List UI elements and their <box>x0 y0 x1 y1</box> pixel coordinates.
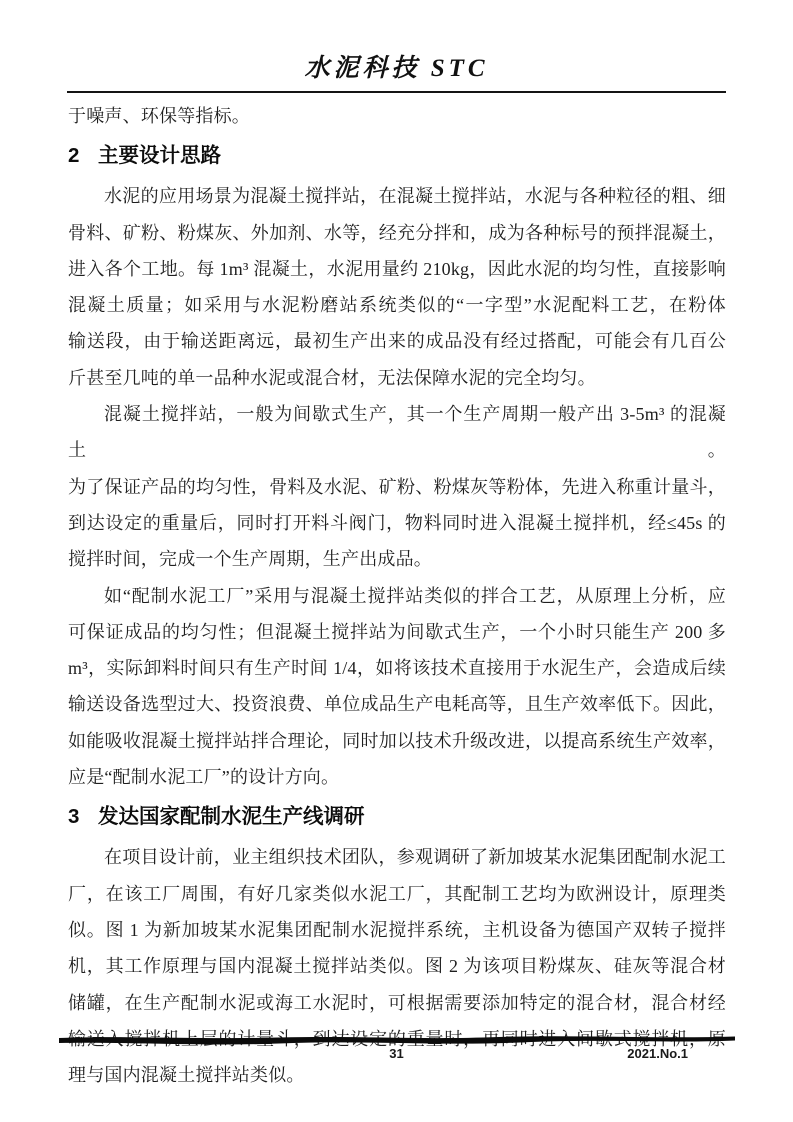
text-line: 斤甚至几吨的单一品种水泥或混合材，无法保障水泥的完全均匀。 <box>68 367 596 388</box>
text-line: 在项目设计前，业主组织技术团队，参观调研了新加坡某水泥集团配制水泥工 <box>104 847 726 868</box>
section-heading <box>68 802 726 832</box>
text-line: m³，实际卸料时间只有生产时间 1/4，如将该技术直接用于水泥生产，会造成后续 <box>68 658 726 679</box>
text-line: 理与国内混凝土搅拌站类似。 <box>68 1065 305 1086</box>
page-header <box>0 0 793 93</box>
text-line: 到达设定的重量后，同时打开料斗阀门，物料同时进入混凝土搅拌机，经≤45s 的 <box>68 512 726 533</box>
issue-label: 2021.No.1 <box>627 1046 688 1061</box>
text-line: 混凝土质量；如采用与水泥粉磨站系统类似的“一字型”水泥配料工艺，在粉体 <box>68 295 726 316</box>
header-divider <box>67 91 726 93</box>
text-line: 应是“配制水泥工厂”的设计方向。 <box>68 767 340 788</box>
text-line: 骨料、矿粉、粉煤灰、外加剂、水等，经充分拌和，成为各种标号的预拌混凝土， <box>68 222 726 243</box>
text-line: 如“配制水泥工厂”采用与混凝土搅拌站类似的拌合工艺，从原理上分析，应 <box>104 585 726 606</box>
section-number: 3 <box>68 805 80 829</box>
text-line: 于噪声、环保等指标。 <box>68 106 250 126</box>
text-line: 进入各个工地。每 1m³ 混凝土，水泥用量约 210kg，因此水泥的均匀性，直接影响 <box>68 258 726 279</box>
section-number: 2 <box>68 144 80 168</box>
text-line: 如能吸收混凝土搅拌站拌合理论，同时加以技术升级改进，以提高系统生产效率， <box>68 730 726 751</box>
page-footer <box>0 1046 793 1066</box>
text-line: 输送段，由于输送距离远，最初生产出来的成品没有经过搭配，可能会有几百公 <box>68 331 726 352</box>
text-line: 储罐，在生产配制水泥或海工水泥时，可根据需要添加特定的混合材，混合材经 <box>68 992 726 1013</box>
page-number: 31 <box>389 1046 404 1061</box>
text-line: 水泥的应用场景为混凝土搅拌站，在混凝土搅拌站，水泥与各种粒径的粗、细 <box>104 186 726 207</box>
footer-divider-bar <box>59 1034 735 1046</box>
text-line: 似。图 1 为新加坡某水泥集团配制水泥搅拌系统，主机设备为德国产双转子搅拌 <box>68 919 726 940</box>
text-line: 搅拌时间，完成一个生产周期，生产出成品。 <box>68 549 432 570</box>
text-line: 厂，在该工厂周围，有好几家类似水泥工厂，其配制工艺均为欧洲设计，原理类 <box>68 883 726 904</box>
text-line: 为了保证产品的均匀性，骨料及水泥、矿粉、粉煤灰等粉体，先进入称重计量斗， <box>68 476 726 497</box>
text-line: 机，其工作原理与国内混凝土搅拌站类似。图 2 为该项目粉煤灰、硅灰等混合材 <box>68 956 726 977</box>
text-line: 输送设备选型过大、投资浪费、单位成品生产电耗高等，且生产效率低下。因此， <box>68 694 726 715</box>
text-line: 混凝土搅拌站，一般为间歇式生产，其一个生产周期一般产出 3-5m³ 的混凝土。 <box>68 404 726 461</box>
section-title: 主要设计思路 <box>98 144 221 168</box>
document-body <box>68 98 726 1093</box>
section-title: 发达国家配制水泥生产线调研 <box>98 805 365 829</box>
journal-title: 水泥科技 STC <box>304 55 489 82</box>
section-heading <box>68 141 726 171</box>
text-line: 可保证成品的均匀性；但混凝土搅拌站为间歇式生产，一个小时只能生产 200 多 <box>68 621 726 642</box>
